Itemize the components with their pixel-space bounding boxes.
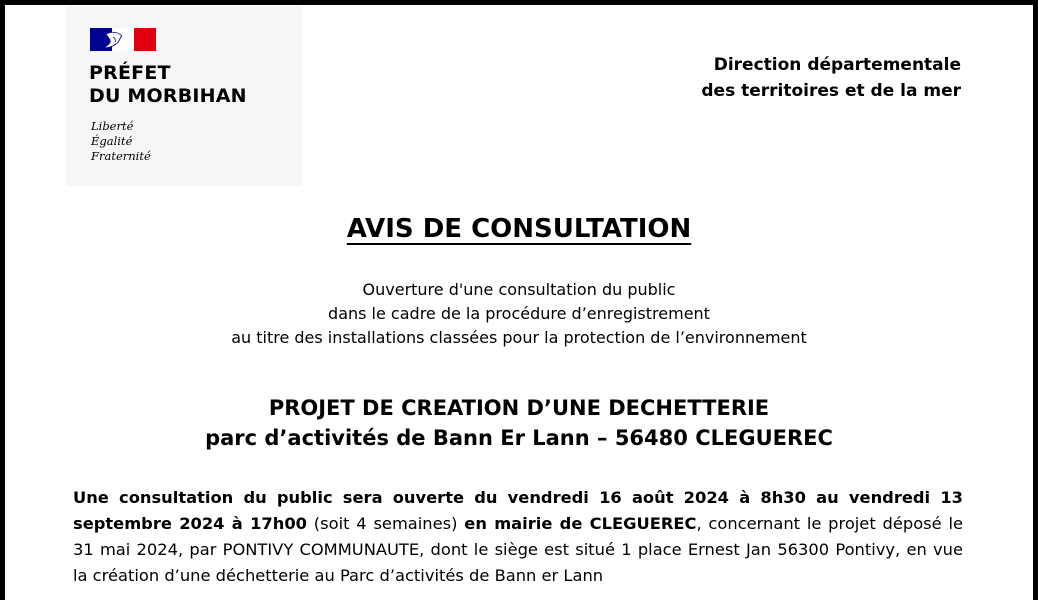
issuing-department (701, 52, 961, 104)
notice-body-paragraph (73, 485, 963, 589)
prefet-line-1: PRÉFET (89, 62, 171, 84)
project-heading (0, 393, 1038, 453)
subtitle-line-1: Ouverture d'une consultation du public (362, 280, 676, 299)
body-project-details: , concernant le projet déposé le 31 mai 2024, par PONTIVY COMMUNAUTE, dont le siège est situé 1 place Ernest Jan 56300 Pontivy, en vue la création d’une déchetterie au Parc d’activités de Bann er Lann (73, 514, 963, 585)
project-line-2: parc d’activités de Bann Er Lann – 56480 CLEGUEREC (205, 426, 833, 450)
prefet-line-2: DU MORBIHAN (89, 85, 247, 107)
prefet-title (89, 62, 247, 108)
direction-line-1: Direction départementale (713, 55, 961, 75)
french-flag-icon (90, 28, 156, 51)
body-bold-location: en mairie de CLEGUEREC (464, 514, 697, 533)
motto-liberte: Liberté (91, 119, 134, 133)
notice-title: AVIS DE CONSULTATION (346, 214, 692, 244)
body-duration: (soit 4 semaines) (306, 514, 465, 533)
republic-motto (91, 119, 151, 164)
motto-egalite: Égalité (91, 134, 133, 148)
subtitle-line-2: dans le cadre de la procédure d’enregistrement (328, 304, 710, 323)
project-line-1: PROJET DE CREATION D’UNE DECHETTERIE (268, 396, 770, 420)
marianne-icon (102, 30, 132, 50)
notice-subtitle (0, 278, 1038, 350)
notice-title-block (0, 210, 1038, 248)
motto-fraternite: Fraternité (91, 149, 151, 163)
subtitle-line-3: au titre des installations classées pour la protection de l’environnement (231, 328, 807, 347)
flag-red-band (134, 28, 156, 51)
direction-line-2: des territoires et de la mer (701, 81, 961, 101)
body-bold-dates: Une consultation du public sera ouverte du vendredi 16 août 2024 à 8h30 au vendredi 13 septembre 2024 à 17h00 (73, 488, 963, 533)
